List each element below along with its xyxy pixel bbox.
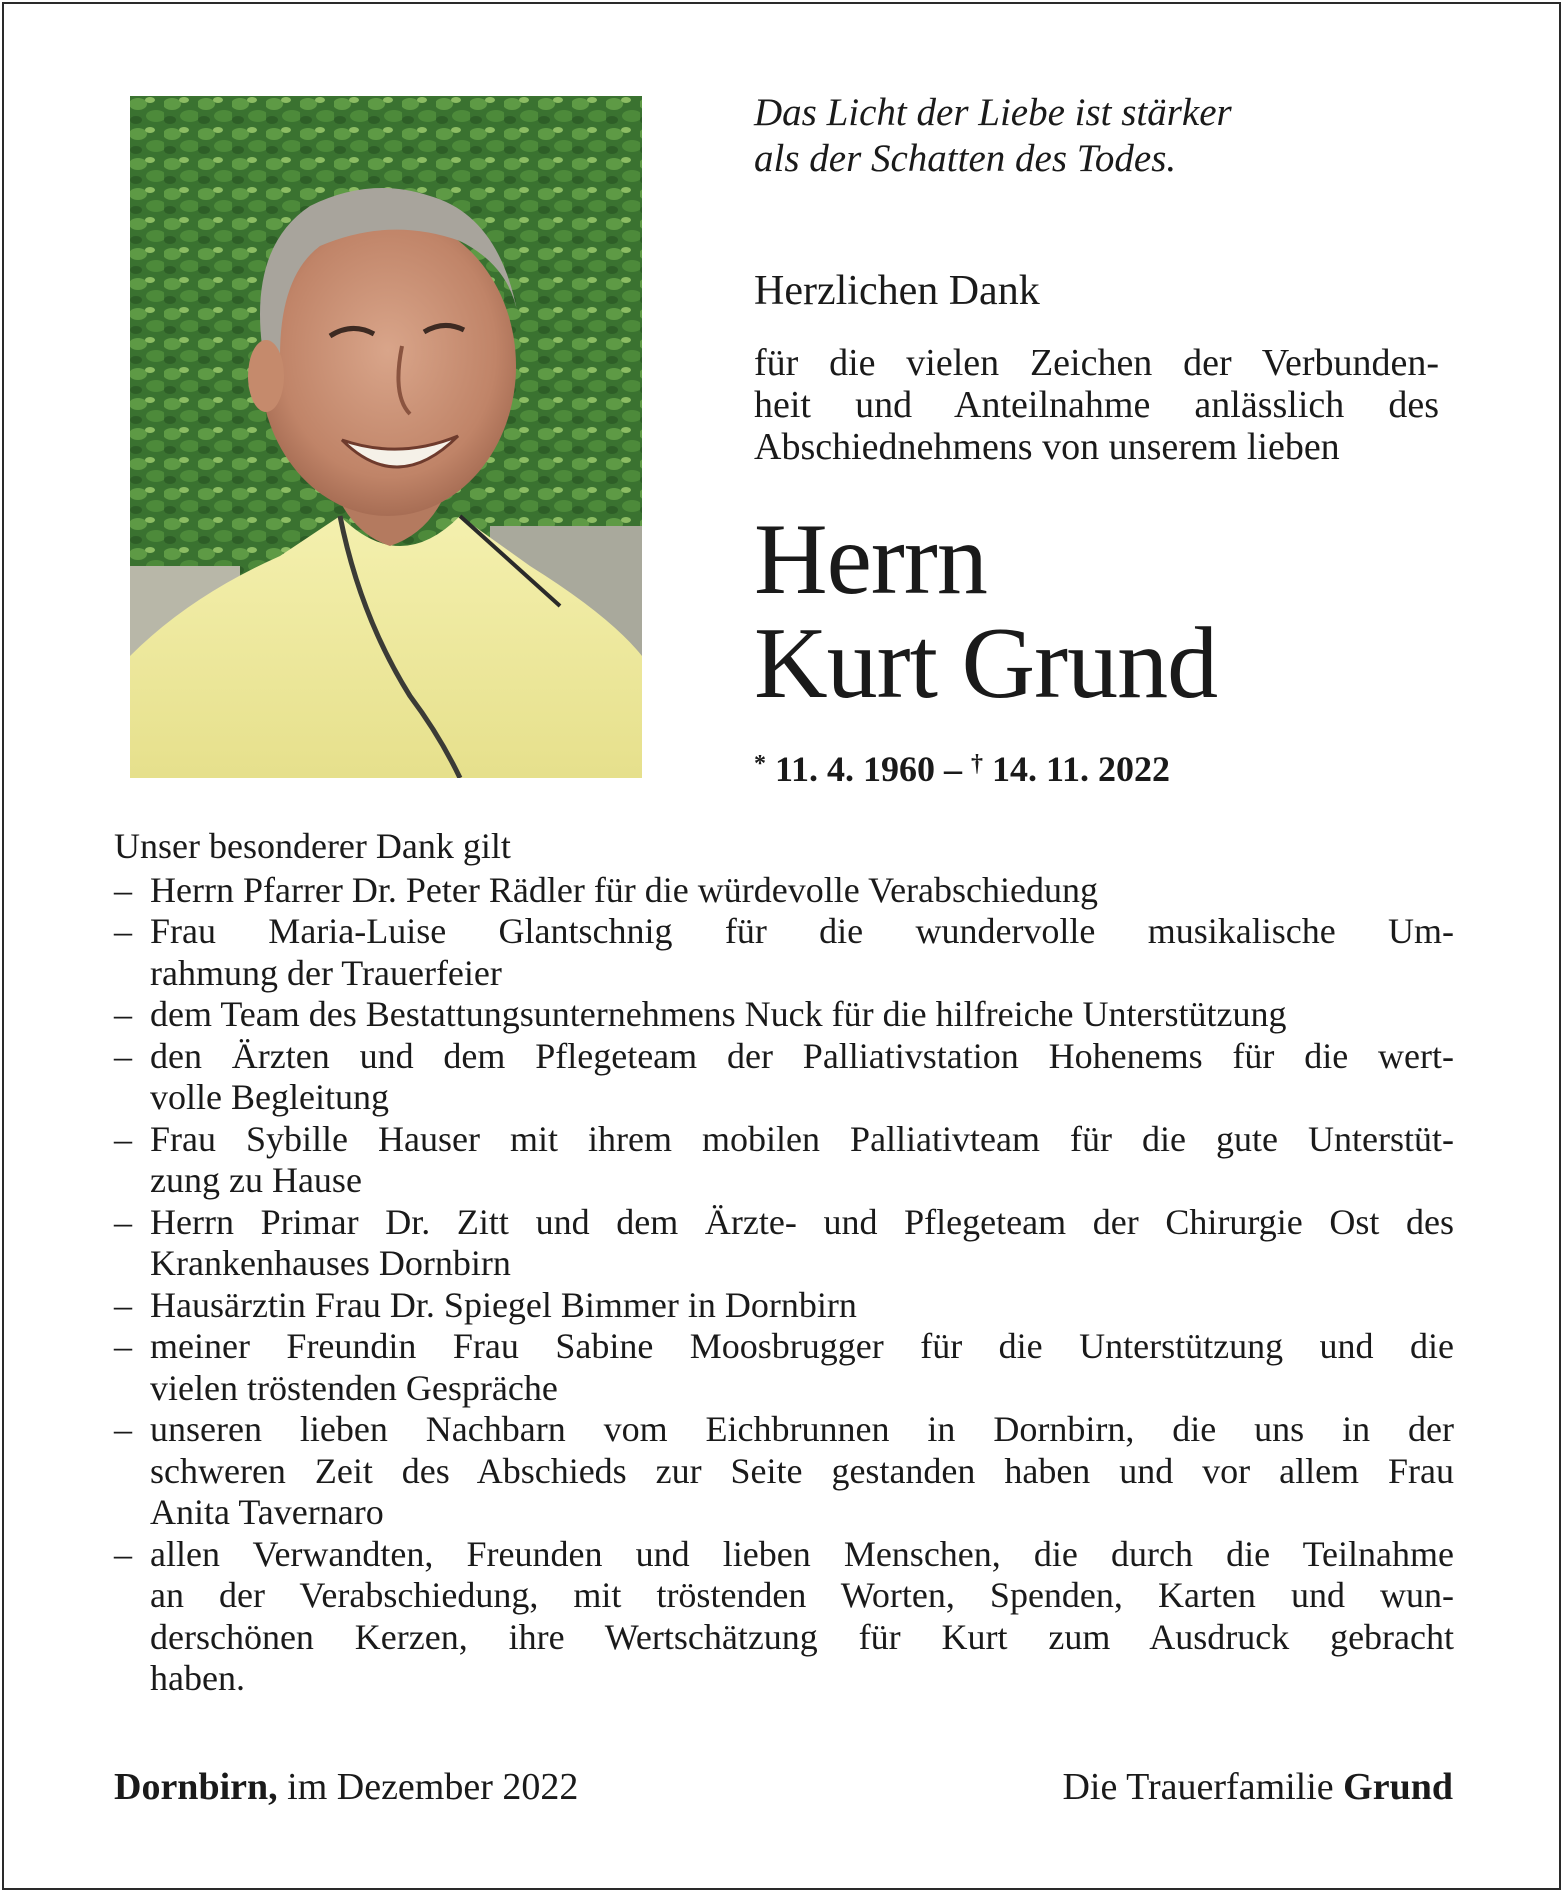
- thanks-line: Herrn Pfarrer Dr. Peter Rädler für die würdevolle Verabschiedung: [150, 869, 1098, 910]
- thanks-line: Frau Maria-Luise Glantschnig für die wundervolle musikalische Um-: [150, 911, 1454, 951]
- footer-family-prefix: Die Trauerfamilie: [1062, 1766, 1344, 1808]
- birth-symbol: *: [754, 751, 766, 777]
- list-dash: –: [114, 869, 132, 910]
- intro-paragraph: [754, 342, 1439, 468]
- list-dash: –: [114, 1201, 132, 1242]
- thanks-line: zung zu Hause: [150, 1160, 362, 1200]
- footer-date: im Dezember 2022: [277, 1766, 579, 1808]
- thanks-line: Hausärztin Frau Dr. Spiegel Bimmer in Dornbirn: [150, 1284, 857, 1325]
- list-dash: –: [114, 1533, 132, 1574]
- list-dash: –: [114, 1118, 132, 1159]
- death-symbol: †: [971, 751, 984, 777]
- motto-line: Das Licht der Liebe ist stärker: [754, 91, 1232, 134]
- thanks-line: Anita Tavernaro: [150, 1492, 384, 1532]
- thanks-line: unseren lieben Nachbarn vom Eichbrunnen in Dornbirn, die uns in der: [150, 1409, 1454, 1449]
- thanks-line: haben.: [150, 1658, 245, 1698]
- thanks-line: meiner Freundin Frau Sabine Moosbrugger für die Unterstützung und die: [150, 1326, 1454, 1366]
- thanks-line: dem Team des Bestattungsunternehmens Nuck für die hilfreiche Unterstützung: [150, 994, 1287, 1034]
- motto-line: als der Schatten des Todes.: [754, 137, 1177, 180]
- thanks-line: Frau Sybille Hauser mit ihrem mobilen Palliativteam für die gute Unterstüt-: [150, 1118, 1454, 1159]
- list-dash: –: [114, 911, 132, 951]
- salutation: Herrn: [754, 503, 987, 616]
- thanks-line: allen Verwandten, Freunden und lieben Menschen, die durch die Teilnahme: [150, 1533, 1454, 1574]
- thanks-list-item: [114, 1119, 1454, 1202]
- list-dash: –: [114, 1409, 132, 1449]
- thanks-list: [114, 870, 1454, 1700]
- thanks-list-item: [114, 1326, 1454, 1409]
- thanks-line: rahmung der Trauerfeier: [150, 952, 502, 993]
- thanks-list-item: [114, 1409, 1454, 1534]
- motto-quote: [754, 90, 1314, 182]
- thanks-line: den Ärzten und dem Pflegeteam der Palliativstation Hohenems für die wert-: [150, 1035, 1454, 1076]
- thanks-line: vielen tröstenden Gespräche: [150, 1367, 558, 1408]
- thanks-list-item: [114, 911, 1454, 994]
- thanks-list-item: [114, 870, 1454, 912]
- footer-family: [1062, 1764, 1453, 1810]
- footer-place-date: [114, 1764, 578, 1810]
- thanks-line: Krankenhauses Dornbirn: [150, 1243, 511, 1283]
- thanks-line: volle Begleitung: [150, 1077, 389, 1117]
- thanks-line: derschönen Kerzen, ihre Wertschätzung für Kurt zum Ausdruck gebracht: [150, 1616, 1454, 1657]
- special-thanks-intro: Unser besonderer Dank gilt: [114, 826, 511, 866]
- thanks-list-item: [114, 1285, 1454, 1327]
- thanks-line: schweren Zeit des Abschieds zur Seite gestanden haben und vor allem Frau: [150, 1450, 1454, 1491]
- death-date: 14. 11. 2022: [992, 749, 1171, 789]
- thanks-line: Herrn Primar Dr. Zitt und dem Ärzte- und Pflegeteam der Chirurgie Ost des: [150, 1201, 1454, 1242]
- life-dates: [754, 742, 1170, 791]
- portrait-illustration: [130, 96, 642, 778]
- portrait-photo: [130, 96, 642, 778]
- deceased-name: [754, 503, 1218, 720]
- list-dash: –: [114, 1326, 132, 1366]
- list-dash: –: [114, 1035, 132, 1076]
- intro-line: heit und Anteilnahme anlässlich des: [754, 384, 1439, 426]
- intro-line: Abschiednehmens von unserem lieben: [754, 426, 1340, 468]
- intro-line: für die vielen Zeichen der Verbunden-: [754, 342, 1439, 384]
- full-name: Kurt Grund: [754, 607, 1218, 720]
- footer-family-name: Grund: [1343, 1766, 1453, 1808]
- thanks-line: an der Verabschiedung, mit tröstenden Worten, Spenden, Karten und wun-: [150, 1575, 1454, 1615]
- thanks-heading: Herzlichen Dank: [754, 268, 1040, 314]
- date-separator: –: [935, 749, 972, 789]
- list-dash: –: [114, 1284, 132, 1325]
- list-dash: –: [114, 994, 132, 1034]
- thanks-list-item: [114, 994, 1454, 1036]
- thanks-list-item: [114, 1202, 1454, 1285]
- special-thanks-section: [114, 826, 1454, 1700]
- birth-date: 11. 4. 1960: [775, 749, 936, 789]
- thanks-list-item: [114, 1534, 1454, 1700]
- thanks-list-item: [114, 1036, 1454, 1119]
- footer-place: Dornbirn,: [114, 1766, 278, 1808]
